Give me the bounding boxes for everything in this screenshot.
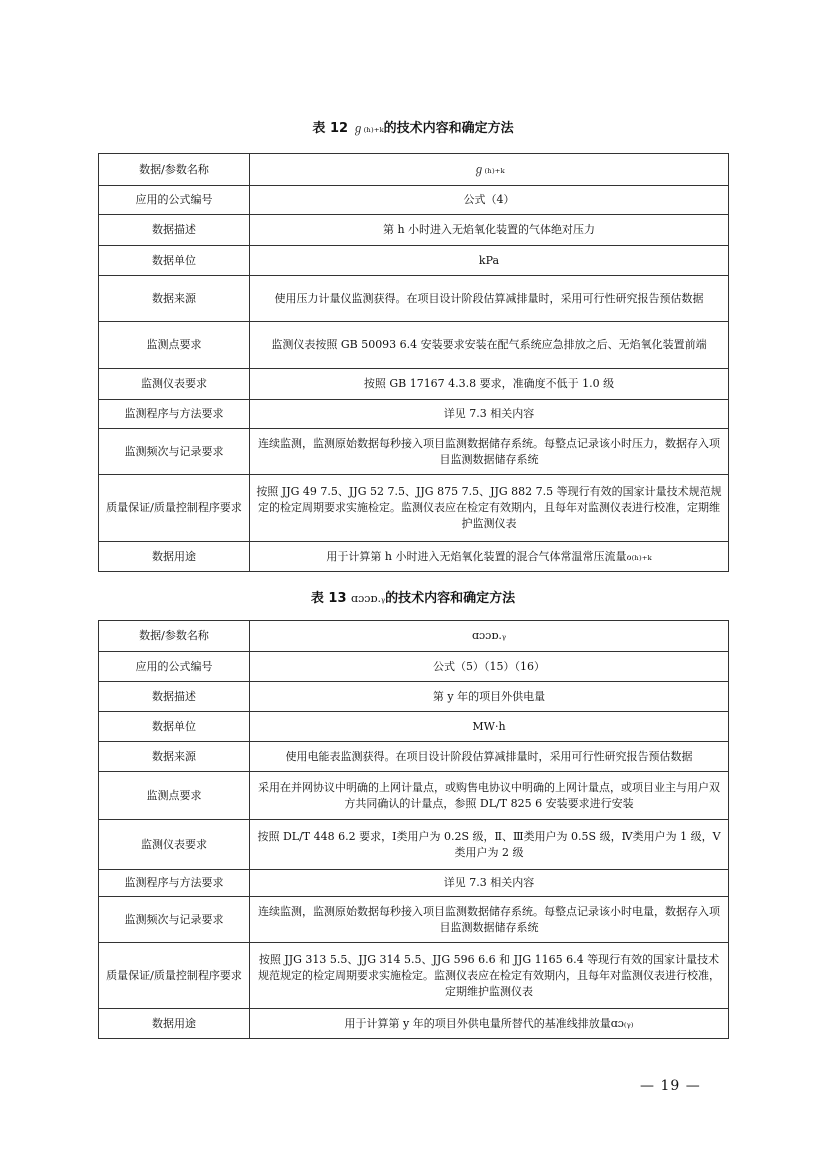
row-value: 详见 7.3 相关内容: [250, 400, 729, 429]
row-key: 数据单位: [99, 246, 250, 276]
table-row: [99, 475, 729, 542]
table-row: [99, 820, 729, 870]
row-key: 数据来源: [99, 742, 250, 772]
table-row: [99, 276, 729, 322]
table12-caption-prefix: 表 12: [312, 121, 349, 136]
table13-caption-symbol: ɑɔɔɒ.ᵧ: [351, 592, 386, 605]
table-row: [99, 322, 729, 369]
row-key: 数据用途: [99, 542, 250, 572]
table-row: [99, 712, 729, 742]
table-row: [99, 742, 729, 772]
table12-caption: [0, 121, 826, 137]
row-key: 监测频次与记录要求: [99, 429, 250, 475]
table-row: [99, 870, 729, 897]
row-key: 数据/参数名称: [99, 621, 250, 652]
table-row: [99, 246, 729, 276]
row-value: MW·h: [250, 712, 729, 742]
row-key: 质量保证/质量控制程序要求: [99, 475, 250, 542]
table-row: [99, 652, 729, 682]
table-row: [99, 1009, 729, 1039]
table12-caption-suffix: 的技术内容和确定方法: [383, 121, 514, 136]
table12-caption-symbol: ℊ₍ₕ₎₊ₖ: [352, 122, 384, 135]
row-value: 详见 7.3 相关内容: [250, 870, 729, 897]
row-value: 连续监测，监测原始数据每秒接入项目监测数据储存系统。每整点记录该小时电量，数据存入项目监测数据储存系统: [250, 897, 729, 943]
table-row: [99, 897, 729, 943]
row-key: 监测仪表要求: [99, 820, 250, 870]
row-value: 使用电能表监测获得。在项目设计阶段估算减排量时，采用可行性研究报告预估数据: [250, 742, 729, 772]
row-key: 监测仪表要求: [99, 369, 250, 400]
row-value: 用于计算第 h 小时进入无焰氧化装置的混合气体常温常压流量ℴ₍ₕ₎₊ₖ: [250, 542, 729, 572]
table-row: [99, 215, 729, 246]
row-value: 公式（5）（15）（16）: [250, 652, 729, 682]
row-key: 应用的公式编号: [99, 186, 250, 215]
row-key: 数据来源: [99, 276, 250, 322]
row-value: 按照 GB 17167 4.3.8 要求，准确度不低于 1.0 级: [250, 369, 729, 400]
table12: [98, 153, 729, 572]
table-row: [99, 186, 729, 215]
row-value: 公式（4）: [250, 186, 729, 215]
table-row: [99, 154, 729, 186]
table-row: [99, 621, 729, 652]
table-row: [99, 369, 729, 400]
row-value: 按照 JJG 49 7.5、JJG 52 7.5、JJG 875 7.5、JJG 882 7.5 等现行有效的国家计量技术规范规定的检定周期要求实施检定。监测仪表应在检定有效期内，且每年对监测仪表进行校准，定期维护监测仪表: [250, 475, 729, 542]
row-key: 数据单位: [99, 712, 250, 742]
table13-caption-prefix: 表 13: [310, 591, 347, 606]
table-row: [99, 772, 729, 820]
row-key: 数据用途: [99, 1009, 250, 1039]
row-value: 使用压力计量仪监测获得。在项目设计阶段估算减排量时，采用可行性研究报告预估数据: [250, 276, 729, 322]
row-value: 用于计算第 y 年的项目外供电量所替代的基准线排放量ɑɔ₍ᵧ₎: [250, 1009, 729, 1039]
row-key: 监测点要求: [99, 772, 250, 820]
table-row: [99, 682, 729, 712]
row-value: kPa: [250, 246, 729, 276]
table-row: [99, 542, 729, 572]
table-row: [99, 943, 729, 1009]
row-key: 数据描述: [99, 215, 250, 246]
table13: [98, 620, 729, 1039]
row-value: 监测仪表按照 GB 50093 6.4 安装要求安装在配气系统应急排放之后、无焰氧化装置前端: [250, 322, 729, 369]
row-key: 数据/参数名称: [99, 154, 250, 186]
row-key: 应用的公式编号: [99, 652, 250, 682]
row-key: 监测程序与方法要求: [99, 400, 250, 429]
row-value: ɑɔɔɒ.ᵧ: [250, 621, 729, 652]
row-value: 采用在并网协议中明确的上网计量点，或购售电协议中明确的上网计量点，或项目业主与用户双方共同确认的计量点，参照 DL/T 825 6 安装要求进行安装: [250, 772, 729, 820]
row-key: 监测程序与方法要求: [99, 870, 250, 897]
row-value: 第 y 年的项目外供电量: [250, 682, 729, 712]
page-number: — 19 —: [640, 1078, 701, 1094]
row-key: 质量保证/质量控制程序要求: [99, 943, 250, 1009]
row-value: 按照 DL/T 448 6.2 要求，Ⅰ类用户为 0.2S 级，Ⅱ、Ⅲ类用户为 0.5S 级，Ⅳ类用户为 1 级，Ⅴ类用户为 2 级: [250, 820, 729, 870]
table13-caption: [0, 591, 826, 607]
row-key: 监测频次与记录要求: [99, 897, 250, 943]
table-row: [99, 429, 729, 475]
row-value: 第 h 小时进入无焰氧化装置的气体绝对压力: [250, 215, 729, 246]
row-key: 数据描述: [99, 682, 250, 712]
table-row: [99, 400, 729, 429]
row-value: ℊ₍ₕ₎₊ₖ: [250, 154, 729, 186]
row-key: 监测点要求: [99, 322, 250, 369]
row-value: 按照 JJG 313 5.5、JJG 314 5.5、JJG 596 6.6 和 JJG 1165 6.4 等现行有效的国家计量技术规范规定的检定周期要求实施检定。监测仪表应在检定有效期内，且每年对监测仪表进行校准，定期维护监测仪表: [250, 943, 729, 1009]
row-value: 连续监测，监测原始数据每秒接入项目监测数据储存系统。每整点记录该小时压力，数据存入项目监测数据储存系统: [250, 429, 729, 475]
table13-caption-suffix: 的技术内容和确定方法: [385, 591, 516, 606]
